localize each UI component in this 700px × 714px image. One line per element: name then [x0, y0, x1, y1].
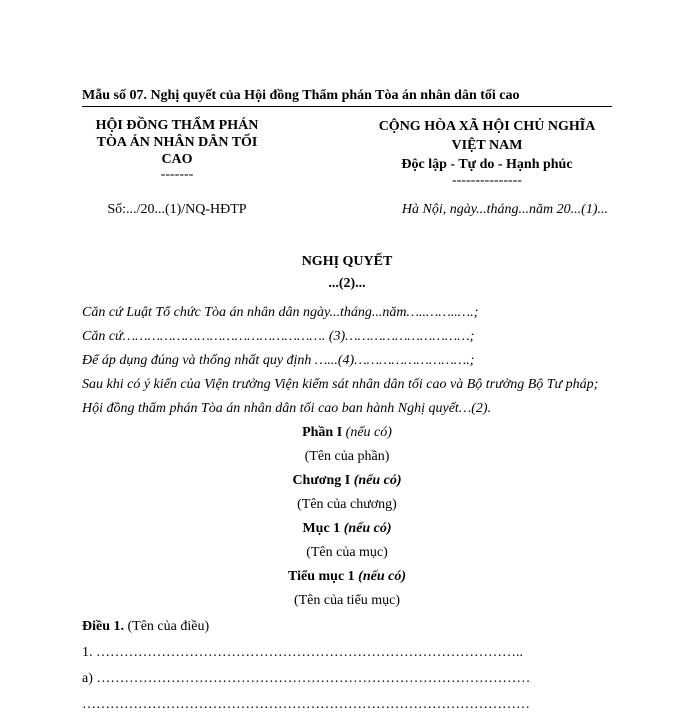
article-label: Điều 1. [82, 619, 124, 634]
subsection-note: (nếu có) [358, 569, 406, 584]
document-number: Số:.../20...(1)/NQ-HĐTP [107, 202, 247, 217]
chapter-heading [82, 472, 612, 490]
place-date: Hà Nội, ngày...tháng...năm 20...(1)... [401, 202, 608, 217]
article-point-a: a) ………………………………………………………………………………… [82, 671, 531, 686]
section-note: (nếu có) [343, 521, 392, 536]
document-meta [82, 202, 612, 218]
document-header [82, 117, 612, 188]
section-label: Mục 1 [302, 521, 341, 536]
legal-basis-3: Để áp dụng đúng và thống nhất quy định …...(4)……………………….; [82, 353, 475, 368]
chapter-label: Chương I [292, 473, 351, 488]
chapter-note: (nếu có) [353, 473, 402, 488]
subsection-label: Tiểu mục 1 [288, 569, 355, 584]
authority-divider: ------- [160, 167, 194, 182]
national-motto: Độc lập - Tự do - Hạnh phúc [401, 157, 573, 172]
nation-name: CỘNG HÒA XÃ HỘI CHỦ NGHĨA VIỆT NAM [378, 119, 596, 153]
legal-basis-1: Căn cứ Luật Tổ chức Tòa án nhân dân ngày...tháng...năm…..……..….; [82, 305, 479, 320]
subsection-name: (Tên của tiểu mục) [293, 593, 401, 608]
article-heading [82, 618, 612, 636]
legal-basis-4: Sau khi có ý kiến của Viện trưởng Viện kiểm sát nhân dân tối cao và Bộ trưởng Bộ Tư pháp; [82, 377, 599, 392]
article-clause-1: 1. ……………………………………………………………………………….. [82, 645, 523, 660]
legal-basis-2: Căn cứ…………………………………………. (3)…………………………; [82, 329, 475, 344]
document-subtitle: ...(2)... [328, 276, 366, 291]
national-heading [322, 117, 612, 188]
motto-divider: --------------- [452, 173, 522, 188]
article-name: (Tên của điều) [127, 619, 210, 634]
part-heading [82, 424, 612, 442]
part-name: (Tên của phần) [304, 449, 390, 464]
part-label: Phần I [302, 425, 343, 440]
authority-name: HỘI ĐỒNG THẨM PHÁN TÒA ÁN NHÂN DÂN TỐI CAO [95, 118, 259, 167]
chapter-name: (Tên của chương) [297, 497, 397, 512]
document-title: NGHỊ QUYẾT [301, 254, 393, 269]
part-note: (nếu có) [345, 425, 392, 440]
article-continuation: …………………………………………………………………………………… [82, 697, 530, 712]
section-name: (Tên của mục) [306, 545, 388, 560]
legal-basis-5: Hội đồng thẩm phán Tòa án nhân dân tối cao ban hành Nghị quyết…(2). [82, 401, 492, 416]
document-page [82, 88, 612, 714]
form-title: Mẫu số 07. Nghị quyết của Hội đồng Thẩm phán Tòa án nhân dân tối cao [82, 88, 612, 107]
issuing-authority [82, 117, 272, 188]
subsection-heading [82, 568, 612, 586]
section-heading [82, 520, 612, 538]
